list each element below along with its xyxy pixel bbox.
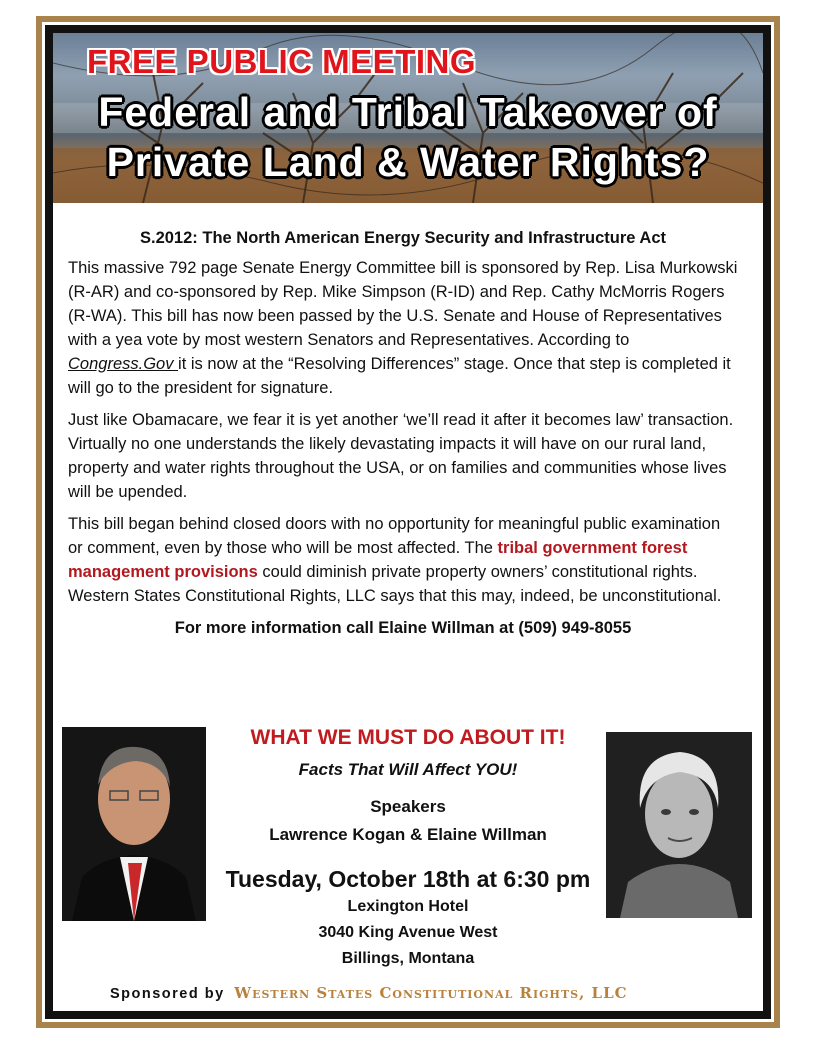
paragraph-2: Just like Obamacare, we fear it is yet another ‘we’ll read it after it becomes law’ transaction. Virtually no one understands the likely devastating impacts it will have on our rural land, property and water rights throughout the USA, or on families and communities whose lives will be upended. bbox=[68, 411, 734, 501]
bill-subheading: S.2012: The North American Energy Security and Infrastructure Act bbox=[139, 229, 666, 247]
paragraph-1 bbox=[68, 256, 738, 400]
speaker-photo-willman bbox=[606, 732, 752, 918]
free-meeting-heading: FREE PUBLIC MEETING bbox=[87, 43, 477, 80]
venue-city: Billings, Montana bbox=[341, 950, 475, 967]
para3-text-b: could diminish private property owners’ constitutional rights. Western States Constitutional Rights, LLC says that this may, indeed, be unconstitutional. bbox=[68, 563, 722, 605]
body-text bbox=[68, 226, 738, 640]
contact-info: For more information call Elaine Willman at (509) 949-8055 bbox=[174, 619, 632, 637]
tribal-provisions-highlight: tribal government forest management provisions bbox=[68, 539, 688, 581]
paragraph-3 bbox=[68, 512, 738, 608]
portrait-man-image bbox=[62, 727, 206, 921]
main-title-line1: Federal and Tribal Takeover of bbox=[98, 89, 718, 135]
header-banner bbox=[53, 33, 763, 203]
para1-text-b: it is now at the “Resolving Differences” stage. Once that step is completed it will go to the president for signature. bbox=[68, 355, 731, 397]
para1-text-a: This massive 792 page Senate Energy Committee bill is sponsored by Rep. Lisa Murkowski (R-AR) and co-sponsored by Rep. Mike Simpson (R-ID) and Rep. Cathy McMorris Rogers (R-WA). This bill has now been passed by the U.S. Senate and House of Representatives with a yea vote by most western Senators and Representatives. According to bbox=[68, 259, 738, 349]
sponsor-prefix: Sponsored by bbox=[110, 986, 225, 1002]
venue-name: Lexington Hotel bbox=[347, 898, 469, 915]
venue-street: 3040 King Avenue West bbox=[318, 924, 498, 941]
congress-gov-link[interactable]: Congress.Gov bbox=[68, 355, 179, 373]
para3-text-a: This bill began behind closed doors with no opportunity for meaningful public examination or comment, even by those who will be most affected. The bbox=[68, 515, 721, 557]
event-date-time: Tuesday, October 18th at 6:30 pm bbox=[225, 866, 591, 892]
call-to-action-heading: WHAT WE MUST DO ABOUT IT! bbox=[250, 726, 566, 749]
portrait-woman-image bbox=[606, 732, 752, 918]
speakers-heading: Speakers bbox=[370, 797, 446, 816]
main-title-line2: Private Land & Water Rights? bbox=[106, 139, 710, 185]
sponsor-name: Western States Constitutional Rights, LLC bbox=[234, 984, 628, 1002]
speaker-names: Lawrence Kogan & Elaine Willman bbox=[269, 825, 547, 844]
speaker-photo-kogan bbox=[62, 727, 206, 921]
sponsor-line bbox=[110, 984, 628, 1002]
facts-tagline: Facts That Will Affect YOU! bbox=[298, 760, 518, 779]
